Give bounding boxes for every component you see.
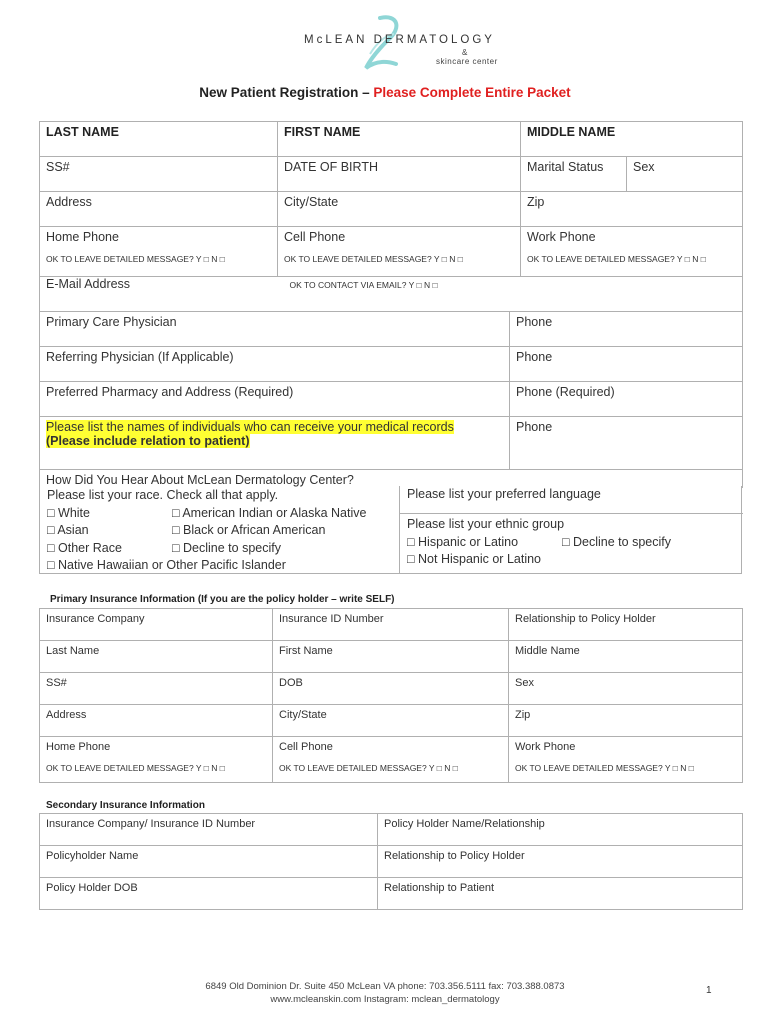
pi-home-phone-field[interactable]: [40, 737, 273, 783]
si-company-id-field[interactable]: Insurance Company/ Insurance ID Number: [40, 814, 378, 846]
race-other-option[interactable]: □ Other Race: [47, 540, 122, 555]
email-ok-contact[interactable]: OK TO CONTACT VIA EMAIL? Y □ N □: [289, 280, 438, 290]
pi-middle-name-field[interactable]: Middle Name: [509, 641, 743, 673]
marital-status-field[interactable]: Marital Status: [521, 157, 627, 192]
referring-physician-field[interactable]: Referring Physician (If Applicable): [40, 347, 510, 382]
pi-relationship-field[interactable]: Relationship to Policy Holder: [509, 609, 743, 641]
work-phone-ok-message[interactable]: OK TO LEAVE DETAILED MESSAGE? Y □ N □: [527, 254, 706, 264]
sex-field[interactable]: Sex: [627, 157, 743, 192]
page-title: [0, 85, 770, 100]
cell-phone-field[interactable]: [278, 227, 521, 277]
pi-id-field[interactable]: Insurance ID Number: [273, 609, 509, 641]
records-release-line1: Please list the names of individuals who can receive your medical records: [46, 420, 454, 434]
practice-logo: [290, 14, 530, 74]
home-phone-field[interactable]: [40, 227, 278, 277]
language-field[interactable]: Please list your preferred language: [400, 486, 743, 514]
zip-field[interactable]: Zip: [521, 192, 743, 227]
race-amind-option[interactable]: □ American Indian or Alaska Native: [172, 505, 367, 520]
pi-work-ok-message[interactable]: OK TO LEAVE DETAILED MESSAGE? Y □ N □: [515, 763, 694, 773]
last-name-field[interactable]: LAST NAME: [40, 122, 278, 157]
title-emphasis: Please Complete Entire Packet: [373, 85, 571, 100]
page-number: 1: [706, 985, 712, 996]
referring-phone-field[interactable]: Phone: [510, 347, 743, 382]
city-state-field[interactable]: City/State: [278, 192, 521, 227]
pi-sex-field[interactable]: Sex: [509, 673, 743, 705]
work-phone-label: Work Phone: [527, 230, 596, 244]
primary-insurance-caption: Primary Insurance Information (If you are the policy holder – write SELF): [50, 594, 395, 605]
logo-ampersand: &: [462, 48, 468, 57]
pi-work-phone-label: Work Phone: [515, 741, 576, 753]
ethnic-hispanic-option[interactable]: □ Hispanic or Latino: [407, 534, 519, 549]
si-holder-dob-field[interactable]: Policy Holder DOB: [40, 878, 378, 910]
si-rel-patient-field[interactable]: Relationship to Patient: [378, 878, 743, 910]
pcp-phone-field[interactable]: Phone: [510, 312, 743, 347]
primary-insurance-table: [39, 608, 743, 783]
language-ethnic-section: [399, 486, 743, 573]
pi-first-name-field[interactable]: First Name: [273, 641, 509, 673]
demographics-block: [39, 486, 742, 574]
pi-zip-field[interactable]: Zip: [509, 705, 743, 737]
pharmacy-field[interactable]: Preferred Pharmacy and Address (Required): [40, 382, 510, 417]
email-label: E-Mail Address: [46, 277, 131, 291]
page-footer: [0, 980, 770, 1006]
pi-cell-phone-field[interactable]: [273, 737, 509, 783]
pi-home-ok-message[interactable]: OK TO LEAVE DETAILED MESSAGE? Y □ N □: [46, 763, 225, 773]
records-release-field[interactable]: [40, 417, 510, 470]
ssn-field[interactable]: SS#: [40, 157, 278, 192]
race-section: [47, 487, 366, 575]
patient-info-table: [39, 121, 743, 488]
middle-name-field[interactable]: MIDDLE NAME: [521, 122, 743, 157]
pi-ssn-field[interactable]: SS#: [40, 673, 273, 705]
logo-subtitle: skincare center: [436, 57, 498, 66]
secondary-insurance-caption: Secondary Insurance Information: [46, 800, 205, 811]
si-holder-name-rel-field[interactable]: Policy Holder Name/Relationship: [378, 814, 743, 846]
pi-dob-field[interactable]: DOB: [273, 673, 509, 705]
cell-phone-ok-message[interactable]: OK TO LEAVE DETAILED MESSAGE? Y □ N □: [284, 254, 463, 264]
footer-web: www.mcleanskin.com Instagram: mclean_dermatology: [270, 994, 500, 1005]
title-main: New Patient Registration –: [199, 85, 374, 100]
pi-company-field[interactable]: Insurance Company: [40, 609, 273, 641]
pi-cell-ok-message[interactable]: OK TO LEAVE DETAILED MESSAGE? Y □ N □: [279, 763, 458, 773]
ethnic-not-hispanic-option[interactable]: □ Not Hispanic or Latino: [407, 552, 542, 566]
footer-address: 6849 Old Dominion Dr. Suite 450 McLean VA phone: 703.356.5111 fax: 703.388.0873: [205, 981, 565, 992]
ethnic-decline-option[interactable]: □ Decline to specify: [562, 534, 671, 549]
pi-address-field[interactable]: Address: [40, 705, 273, 737]
records-phone-field[interactable]: Phone: [510, 417, 743, 470]
race-black-option[interactable]: □ Black or African American: [172, 523, 326, 537]
home-phone-ok-message[interactable]: OK TO LEAVE DETAILED MESSAGE? Y □ N □: [46, 254, 225, 264]
dob-field[interactable]: DATE OF BIRTH: [278, 157, 521, 192]
email-field[interactable]: [40, 277, 743, 312]
secondary-insurance-table: [39, 813, 743, 910]
pi-home-phone-label: Home Phone: [46, 741, 111, 753]
race-prompt: Please list your race. Check all that apply.: [47, 488, 279, 502]
si-holder-name-field[interactable]: Policyholder Name: [40, 846, 378, 878]
race-nhpi-option[interactable]: □ Native Hawaiian or Other Pacific Islander: [47, 558, 286, 572]
records-release-line2: (Please include relation to patient): [46, 434, 250, 448]
race-white-option[interactable]: □ White: [47, 505, 90, 520]
pi-work-phone-field[interactable]: [509, 737, 743, 783]
pi-last-name-field[interactable]: Last Name: [40, 641, 273, 673]
si-rel-holder-field[interactable]: Relationship to Policy Holder: [378, 846, 743, 878]
home-phone-label: Home Phone: [46, 230, 119, 244]
cell-phone-label: Cell Phone: [284, 230, 346, 244]
ethnic-prompt: Please list your ethnic group: [407, 517, 565, 531]
pi-city-state-field[interactable]: City/State: [273, 705, 509, 737]
referral-source-field[interactable]: How Did You Hear About McLean Dermatology Center?: [40, 470, 743, 488]
logo-name: McLEAN DERMATOLOGY: [304, 34, 495, 46]
address-field[interactable]: Address: [40, 192, 278, 227]
first-name-field[interactable]: FIRST NAME: [278, 122, 521, 157]
race-asian-option[interactable]: □ Asian: [47, 523, 89, 537]
race-decline-option[interactable]: □ Decline to specify: [172, 540, 281, 555]
work-phone-field[interactable]: [521, 227, 743, 277]
pharmacy-phone-field[interactable]: Phone (Required): [510, 382, 743, 417]
pi-cell-phone-label: Cell Phone: [279, 741, 333, 753]
pcp-field[interactable]: Primary Care Physician: [40, 312, 510, 347]
